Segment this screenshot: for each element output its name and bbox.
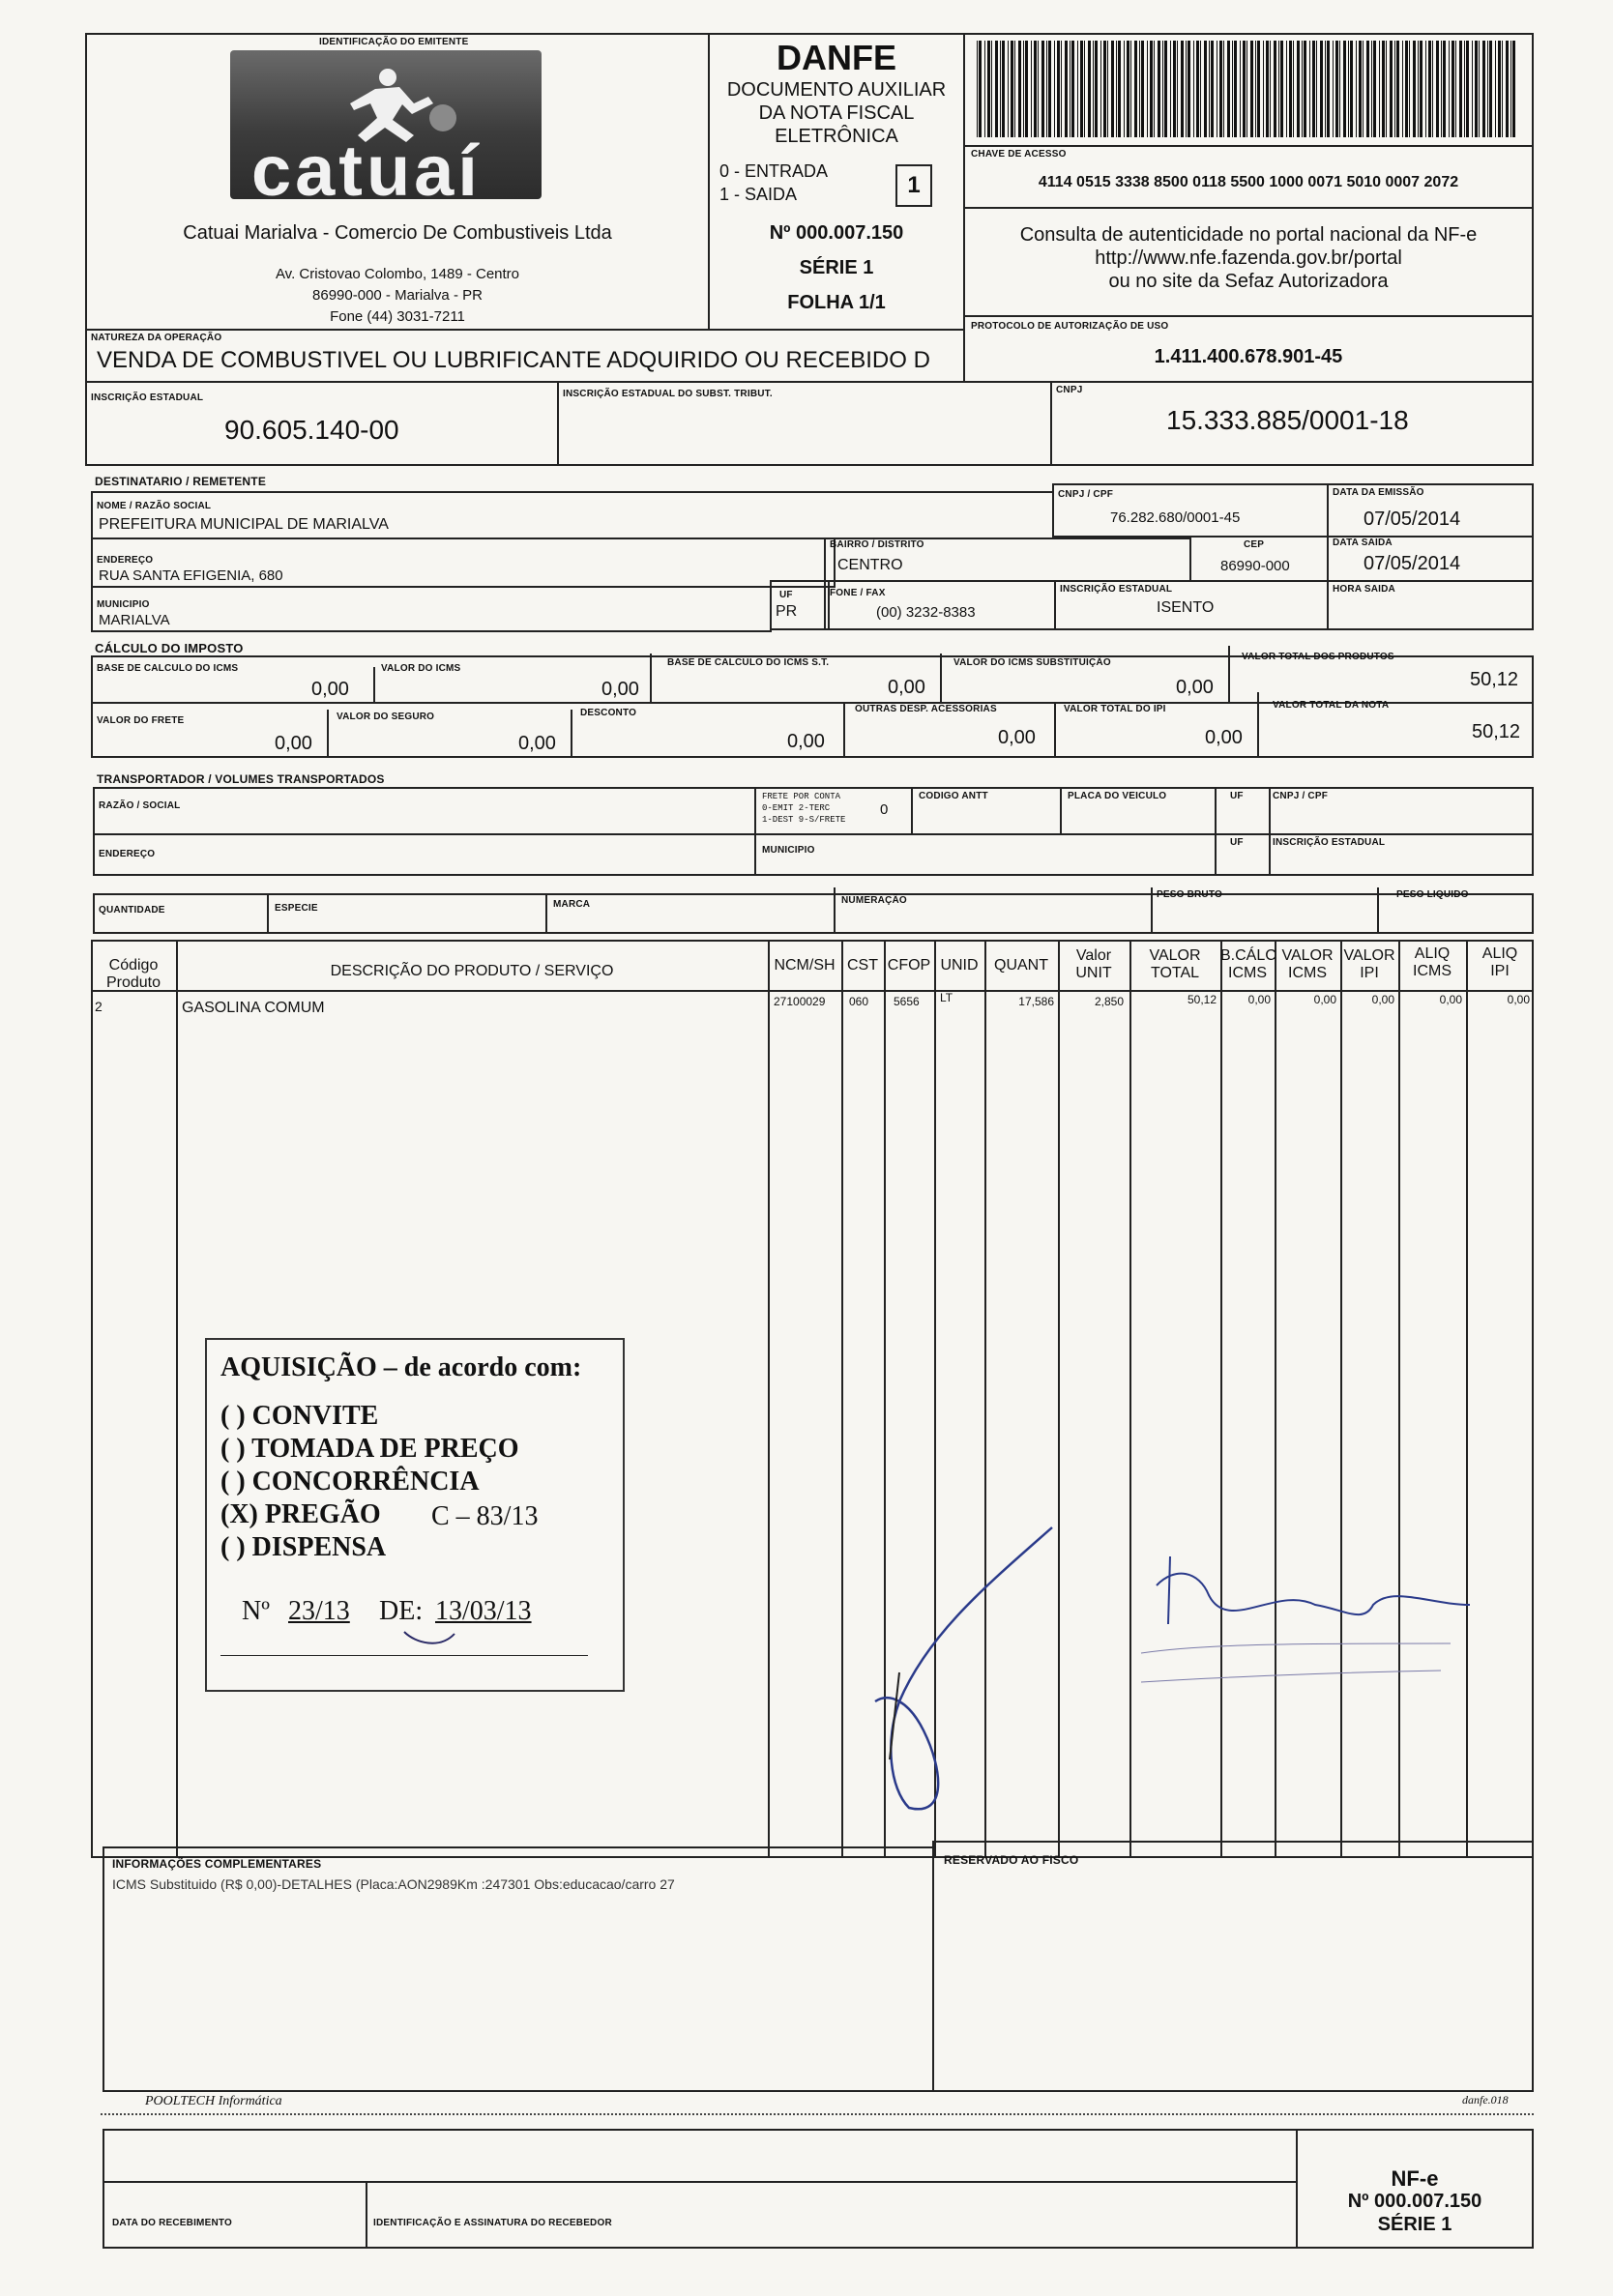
recipient-address: RUA SANTA EFIGENIA, 680: [99, 567, 283, 584]
ie-value: 90.605.140-00: [224, 415, 399, 445]
catuai-logo: [230, 50, 542, 211]
recipient-exit: 07/05/2014: [1364, 553, 1461, 574]
cnpj-value: 15.333.885/0001-18: [1166, 405, 1409, 435]
row-ncm: 27100029: [774, 995, 826, 1008]
products-total-label: VALOR TOTAL DOS PRODUTOS: [1242, 652, 1394, 662]
col-vicms-h2: ICMS: [1288, 965, 1327, 981]
danfe-sub2: DA NOTA FISCAL: [758, 102, 915, 124]
ie-label: INSCRIÇÃO ESTADUAL: [91, 392, 204, 403]
species-label: ESPECIE: [275, 903, 318, 914]
stamp-date-label: DE:: [379, 1596, 424, 1626]
tax-div: [843, 702, 845, 758]
receipt-serie: SÉRIE 1: [1377, 2214, 1452, 2235]
danfe-sub3: ELETRÔNICA: [775, 126, 898, 147]
plate-label: PLACA DO VEICULO: [1068, 791, 1167, 801]
tax-div: [571, 710, 572, 758]
emitter-address1: Av. Cristovao Colombo, 1489 - Centro: [275, 266, 520, 282]
receipt-div: [366, 2181, 367, 2249]
stamp-sign-line: [220, 1655, 588, 1656]
gross-label: PESO BRUTO: [1157, 889, 1222, 900]
freight: 0,00: [275, 733, 312, 754]
carrier-name-label: RAZÃO / SOCIAL: [99, 800, 181, 811]
transport-div: [1215, 787, 1217, 835]
col-line: [884, 940, 886, 1858]
danfe-title: DANFE: [777, 38, 896, 77]
operation-value: VENDA DE COMBUSTIVEL OU LUBRIFICANTE ADQUIRIDO OU RECEBIDO D: [97, 347, 930, 373]
col-vipi-h2: IPI: [1360, 965, 1379, 981]
col-aicms-h1: ALIQ: [1414, 945, 1451, 962]
row-desc: GASOLINA COMUM: [182, 1000, 325, 1016]
consult-line3: ou no site da Sefaz Autorizadora: [1108, 271, 1389, 292]
col-line: [841, 940, 843, 1858]
recipient-cep-label: CEP: [1244, 539, 1265, 550]
row-code: 2: [95, 999, 103, 1014]
cut-line: [101, 2113, 1534, 2115]
col-line: [1220, 940, 1222, 1858]
recipient-name: PREFEITURA MUNICIPAL DE MARIALVA: [99, 516, 389, 533]
base-st: 0,00: [888, 677, 925, 698]
tax-div: [940, 654, 942, 704]
recipient-cnpj: 76.282.680/0001-45: [1110, 509, 1241, 526]
products-total: 50,12: [1470, 669, 1519, 690]
receipt-nfe: NF-e: [1391, 2166, 1439, 2191]
transport-div: [754, 833, 756, 876]
recipient-hour-label: HORA SAIDA: [1333, 584, 1395, 595]
net-label: PESO LIQUIDO: [1396, 889, 1469, 900]
tax-div: [327, 710, 329, 758]
danfe-folha: FOLHA 1/1: [787, 292, 886, 313]
protocol-label: PROTOCOLO DE AUTORIZAÇÃO DE USO: [971, 321, 1169, 332]
transport-div: [754, 787, 756, 835]
carrier-city-label: MUNICIPIO: [762, 845, 815, 856]
ie-st-label: INSCRIÇÃO ESTADUAL DO SUBST. TRIBUT.: [563, 389, 773, 399]
row-aipi: 0,00: [1507, 993, 1530, 1006]
stamp-opt4: (X) PREGÃO: [220, 1499, 381, 1529]
recipient-city-label: MUNICIPIO: [97, 599, 150, 610]
freight-value: 0: [880, 801, 889, 818]
recipient-emission: 07/05/2014: [1364, 509, 1461, 530]
col-bcalc-h2: ICMS: [1228, 965, 1267, 981]
operation-label: NATUREZA DA OPERAÇÃO: [91, 333, 222, 343]
transport-div: [1377, 887, 1379, 934]
other: 0,00: [998, 727, 1036, 748]
insurance-label: VALOR DO SEGURO: [337, 712, 435, 722]
carrier-uf-label: UF: [1230, 791, 1244, 801]
receipt-line: [103, 2181, 1296, 2183]
cnpj-label: CNPJ: [1056, 385, 1083, 395]
col-line: [934, 940, 936, 1858]
other-label: OUTRAS DESP. ACESSORIAS: [855, 704, 997, 714]
protocol-value: 1.411.400.678.901-45: [1154, 346, 1343, 367]
icms-label: VALOR DO ICMS: [381, 663, 461, 674]
tax-div: [1228, 646, 1230, 704]
receipt-id-label: IDENTIFICAÇÃO E ASSINATURA DO RECEBEDOR: [373, 2218, 612, 2228]
emitter-address2: 86990-000 - Marialva - PR: [312, 287, 483, 304]
barcode-icon: [977, 41, 1518, 137]
additional-info-text: ICMS Substituido (R$ 0,00)-DETALHES (Placa:AON2989Km :247301 Obs:educacao/carro 27: [112, 1876, 675, 1892]
stamp-num-label: Nº: [242, 1596, 270, 1626]
recipient-ie-label: INSCRIÇÃO ESTADUAL: [1060, 584, 1173, 595]
col-code-h2: Produto: [105, 974, 161, 991]
recipient-cnpj-label: CNPJ / CPF: [1058, 489, 1114, 500]
col-aipi-h2: IPI: [1490, 963, 1510, 979]
base-st-label: BASE DE CALCULO DO ICMS S.T.: [667, 657, 830, 668]
danfe-entrada: 0 - ENTRADA: [719, 161, 829, 181]
col-line: [1398, 940, 1400, 1858]
transport-row3: [93, 893, 1534, 934]
col-vipi-h1: VALOR: [1343, 947, 1395, 964]
emitter-box-label: IDENTIFICAÇÃO DO EMITENTE: [319, 37, 469, 47]
danfe-serie: SÉRIE 1: [799, 257, 874, 278]
total: 50,12: [1472, 721, 1521, 742]
row-unid: LT: [940, 991, 953, 1004]
tax-div: [650, 654, 652, 704]
products-header-line: [91, 990, 1534, 992]
col-cst-h: CST: [847, 957, 878, 974]
col-line: [1129, 940, 1131, 1858]
row-aicms: 0,00: [1439, 993, 1462, 1006]
access-key: 4114 0515 3338 8500 0118 5500 1000 0071 5010 0007 2072: [1038, 174, 1459, 190]
carrier-ie-label: INSCRIÇÃO ESTADUAL: [1273, 837, 1386, 848]
receipt-date-label: DATA DO RECEBIMENTO: [112, 2218, 232, 2228]
freight-line3: 1-DEST 9-S/FRETE: [762, 815, 846, 825]
col-ncm-h: NCM/SH: [774, 957, 836, 974]
recipient-ie: ISENTO: [1157, 599, 1215, 616]
receipt-number: Nº 000.007.150: [1347, 2191, 1482, 2212]
insurance: 0,00: [518, 733, 556, 754]
base-icms-label: BASE DE CALCULO DO ICMS: [97, 663, 239, 674]
stamp-title: AQUISIÇÃO – de acordo com:: [220, 1352, 582, 1382]
icms: 0,00: [601, 679, 639, 700]
danfe-saida: 1 - SAIDA: [719, 185, 798, 204]
col-vicms-h1: VALOR: [1281, 947, 1334, 964]
software-credit: POOLTECH Informática: [145, 2094, 282, 2108]
col-vtotal-h1: VALOR: [1149, 947, 1201, 964]
danfe-sub1: DOCUMENTO AUXILIAR: [726, 79, 947, 101]
row-vunit: 2,850: [1094, 995, 1124, 1008]
tax-div: [1257, 692, 1259, 758]
freight-line1: FRETE POR CONTA: [762, 792, 841, 801]
transport-div: [267, 893, 269, 934]
additional-info-label: INFORMAÇÕES COMPLEMENTARES: [112, 1857, 322, 1871]
ipi: 0,00: [1205, 727, 1243, 748]
recipient-uf-label: UF: [779, 590, 793, 600]
transport-div: [1060, 787, 1062, 835]
col-line: [1466, 940, 1468, 1858]
transport-div: [1269, 833, 1271, 876]
stamp-opt2: ( ) TOMADA DE PREÇO: [220, 1434, 519, 1464]
recipient-district: CENTRO: [837, 557, 903, 573]
consult-line1: Consulta de autenticidade no portal nacional da NF-e: [1019, 224, 1478, 246]
stamp-date: 13/03/13: [435, 1596, 532, 1626]
fisco-box: [932, 1841, 1534, 2092]
row-bcalc: 0,00: [1247, 993, 1271, 1006]
form-code: danfe.018: [1462, 2093, 1509, 2107]
row-vicms: 0,00: [1313, 993, 1336, 1006]
ipi-label: VALOR TOTAL DO IPI: [1064, 704, 1166, 714]
discount-label: DESCONTO: [580, 708, 637, 718]
brand-label: MARCA: [553, 899, 591, 910]
transport-div: [834, 887, 836, 934]
base-icms: 0,00: [311, 679, 349, 700]
row-quant: 17,586: [1018, 995, 1054, 1008]
discount: 0,00: [787, 731, 825, 752]
col-quant-h: QUANT: [994, 957, 1048, 974]
freight-line2: 0-EMIT 2-TERC: [762, 803, 831, 813]
recipient-city-box: [91, 586, 772, 632]
numbering-label: NUMERAÇÃO: [841, 895, 907, 906]
total-label: VALOR TOTAL DA NOTA: [1273, 700, 1390, 711]
recipient-address-label: ENDEREÇO: [97, 555, 154, 566]
col-line: [984, 940, 986, 1858]
row-vtotal: 50,12: [1187, 993, 1217, 1006]
col-vtotal-h2: TOTAL: [1150, 965, 1200, 981]
recipient-emission-label: DATA DA EMISSÃO: [1333, 487, 1424, 498]
recipient-name-label: NOME / RAZÃO SOCIAL: [97, 501, 212, 511]
recipient-phone-label: FONE / FAX: [830, 588, 886, 598]
col-line: [768, 940, 770, 1858]
transport-div: [1151, 887, 1153, 934]
row-cfop: 5656: [894, 995, 920, 1008]
recipient-district-label: BAIRRO / DISTRITO: [830, 539, 924, 550]
tax-div: [1054, 702, 1056, 758]
recipient-uf: PR: [776, 603, 798, 620]
col-line: [1340, 940, 1342, 1858]
transport-section: TRANSPORTADOR / VOLUMES TRANSPORTADOS: [97, 772, 385, 786]
emitter-name: Catuai Marialva - Comercio De Combustiveis Ltda: [183, 222, 612, 244]
stamp-opt1: ( ) CONVITE: [220, 1401, 379, 1431]
col-desc-h: DESCRIÇÃO DO PRODUTO / SERVIÇO: [330, 963, 614, 979]
recipient-phone: (00) 3232-8383: [876, 604, 976, 621]
row-cst: 060: [849, 995, 869, 1008]
access-key-label: CHAVE DE ACESSO: [971, 149, 1067, 160]
col-unid-h: UNID: [940, 957, 979, 974]
consult-line2: http://www.nfe.fazenda.gov.br/portal: [1095, 247, 1402, 269]
tax-div: [373, 667, 375, 704]
transport-div: [1269, 787, 1271, 835]
col-aicms-h2: ICMS: [1413, 963, 1452, 979]
danfe-type-box: 1: [895, 164, 932, 207]
transport-div: [1215, 833, 1217, 876]
fisco-label: RESERVADO AO FISCO: [944, 1853, 1079, 1867]
row-vipi: 0,00: [1371, 993, 1394, 1006]
col-aipi-h1: ALIQ: [1481, 945, 1518, 962]
stamp-opt3: ( ) CONCORRÊNCIA: [220, 1467, 480, 1497]
col-vunit-h1: Valor: [1075, 947, 1112, 964]
acquisition-stamp: [205, 1338, 625, 1692]
stamp-num: 23/13: [288, 1596, 350, 1626]
transport-div: [545, 893, 547, 934]
antt-label: CODIGO ANTT: [919, 791, 988, 801]
carrier-uf2-label: UF: [1230, 837, 1244, 848]
icms-st-label: VALOR DO ICMS SUBSTITUIÇÃO: [953, 657, 1111, 668]
carrier-address-label: ENDEREÇO: [99, 849, 156, 859]
col-line: [176, 940, 178, 1858]
icms-st: 0,00: [1176, 677, 1214, 698]
col-line: [1275, 940, 1276, 1858]
col-vunit-h2: UNIT: [1075, 965, 1112, 981]
col-bcalc-h1: B.CÁLC: [1220, 947, 1276, 964]
qty-label: QUANTIDADE: [99, 905, 165, 915]
transport-div: [911, 787, 913, 835]
recipient-cep: 86990-000: [1220, 558, 1290, 574]
stamp-opt5: ( ) DISPENSA: [220, 1532, 387, 1562]
col-line: [1058, 940, 1060, 1858]
tax-section: CÁLCULO DO IMPOSTO: [95, 641, 244, 655]
recipient-section: DESTINATARIO / REMETENTE: [95, 475, 267, 488]
recipient-exit-label: DATA SAIDA: [1333, 538, 1393, 548]
recipient-city: MARIALVA: [99, 612, 170, 628]
col-code-h1: Código: [108, 957, 159, 974]
freight-label: VALOR DO FRETE: [97, 715, 185, 726]
emitter-phone: Fone (44) 3031-7211: [330, 308, 465, 325]
danfe-number: Nº 000.007.150: [769, 222, 904, 244]
stamp-opt4b: C – 83/13: [431, 1501, 539, 1531]
logo-text: catuaí: [251, 131, 482, 211]
carrier-cnpj-label: CNPJ / CPF: [1273, 791, 1329, 801]
col-cfop-h: CFOP: [887, 957, 931, 974]
